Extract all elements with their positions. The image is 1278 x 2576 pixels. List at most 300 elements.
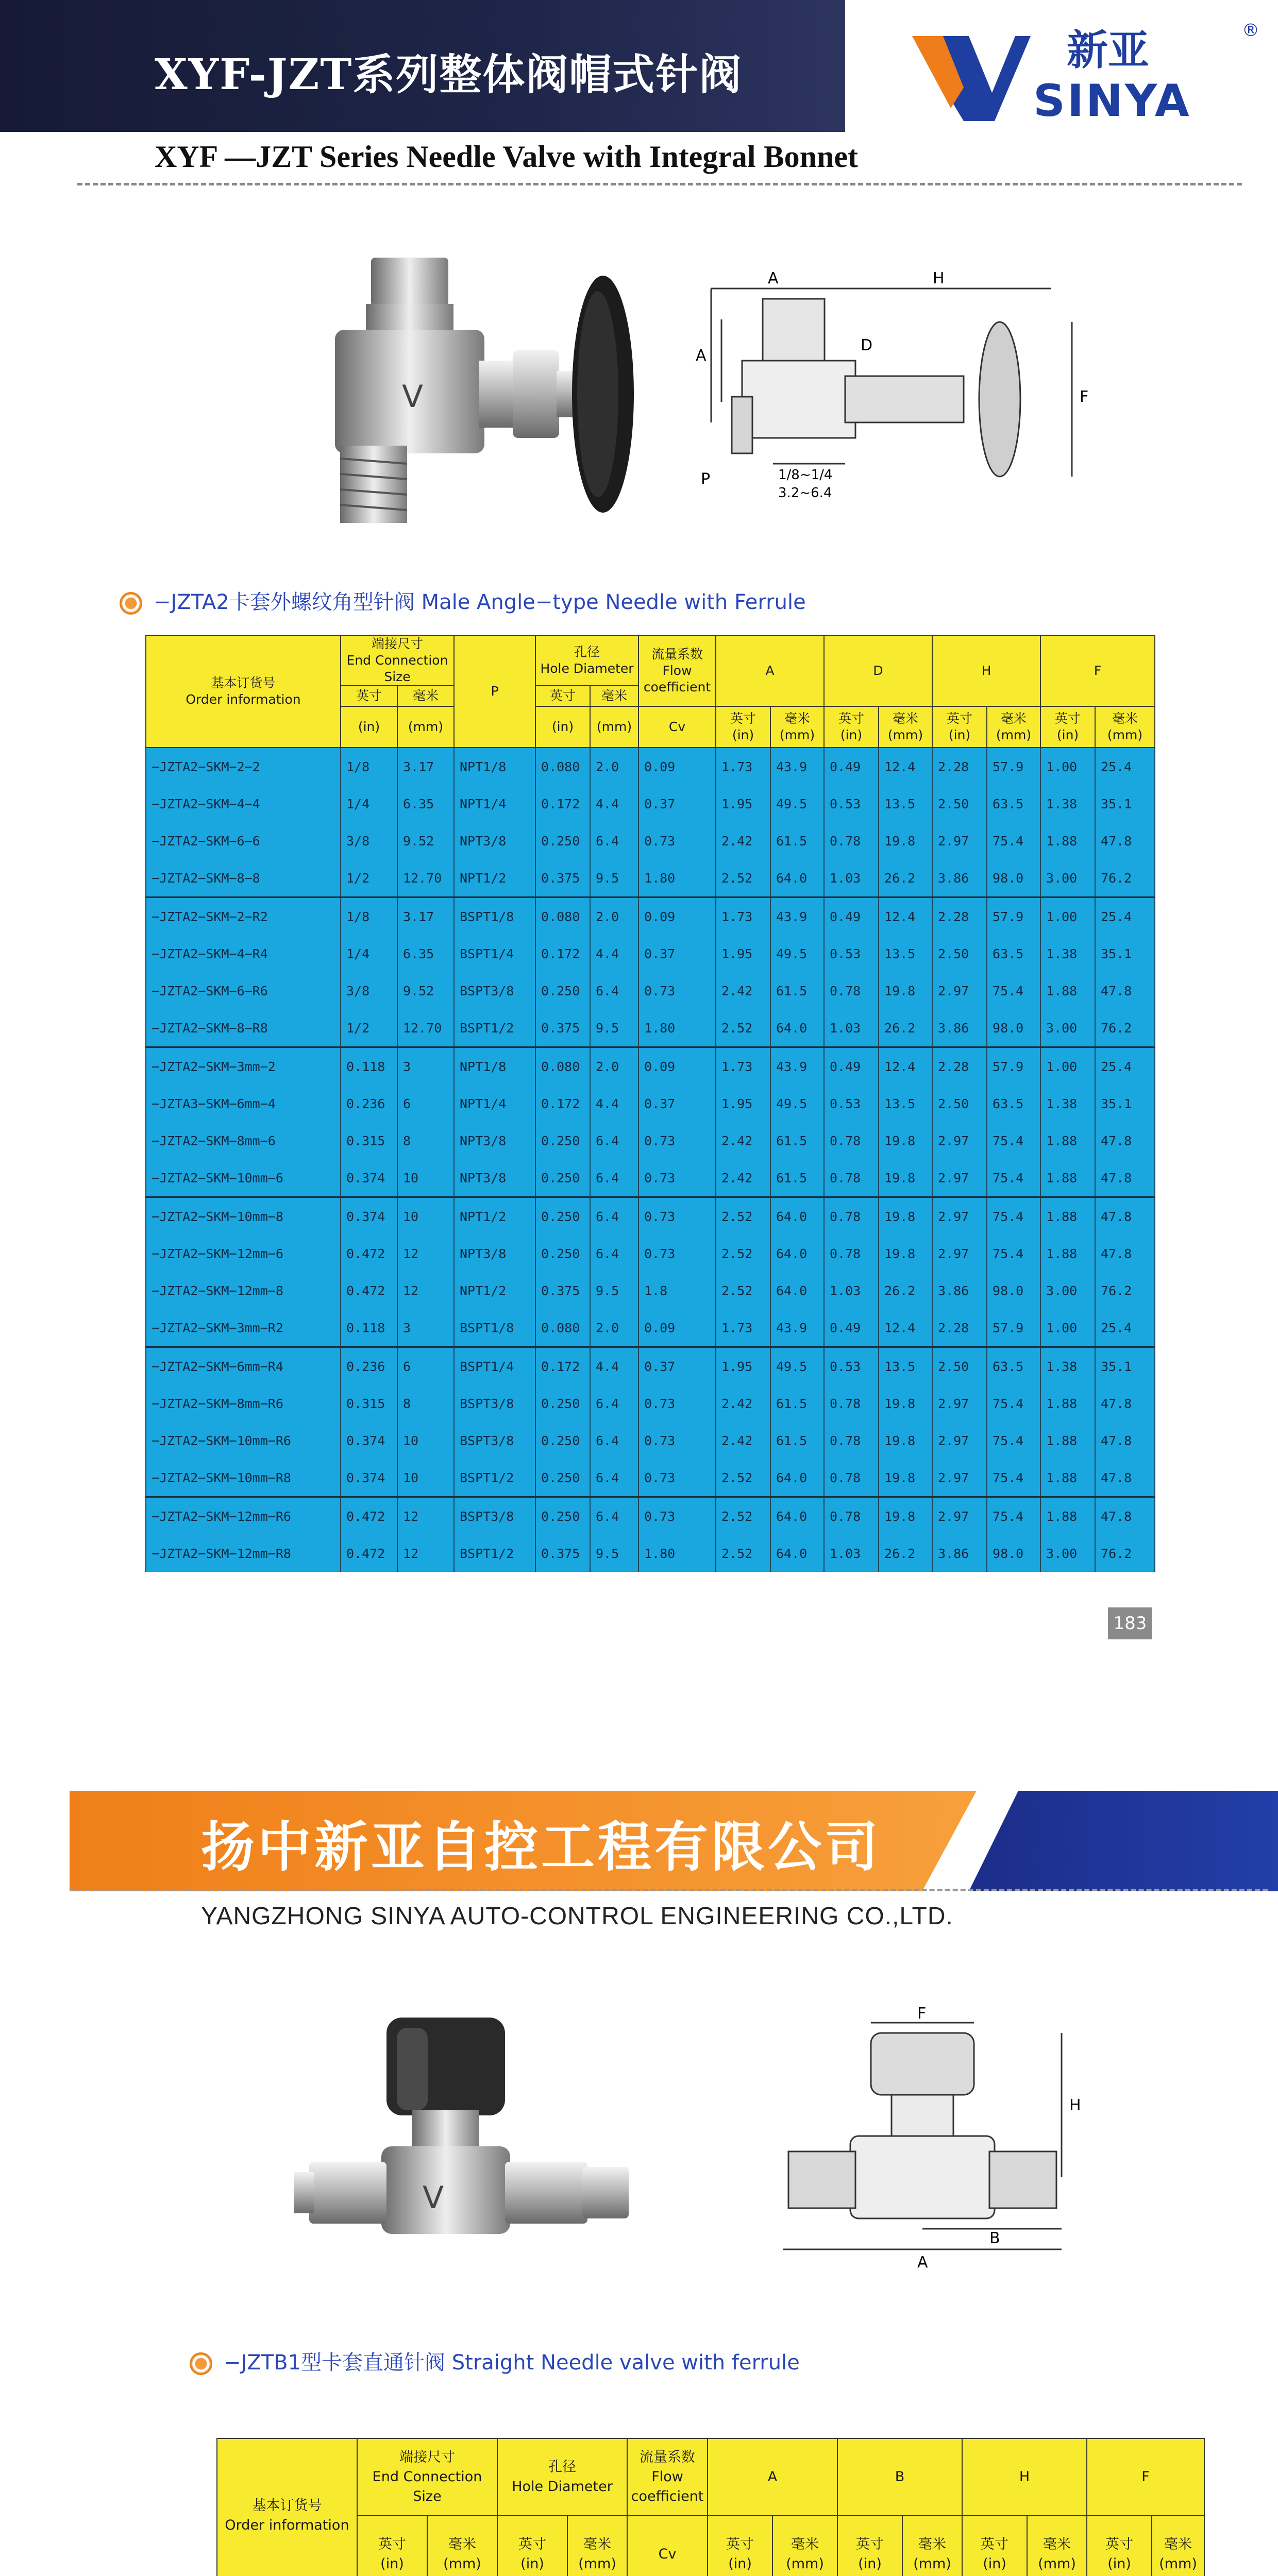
table-cell: 0.250 xyxy=(535,1235,590,1272)
table-cell: 19.8 xyxy=(879,1122,932,1159)
table-cell: 1.80 xyxy=(638,859,716,897)
table-cell: 0.472 xyxy=(341,1535,397,1572)
order-number-cell: −JZTA2−SKM−8mm−R6 xyxy=(146,1385,341,1422)
table-cell: 13.5 xyxy=(879,785,932,822)
table-cell: 10 xyxy=(397,1159,454,1197)
table-cell: 1.73 xyxy=(716,1309,770,1347)
table-cell: 2.52 xyxy=(716,1272,770,1309)
table-cell: 2.28 xyxy=(932,1047,987,1086)
table-cell: 0.73 xyxy=(638,1459,716,1497)
table-cell: 6 xyxy=(397,1085,454,1122)
table-cell: 0.250 xyxy=(535,1159,590,1197)
order-number-cell: −JZTA2−SKM−6−R6 xyxy=(146,972,341,1009)
table-cell: 25.4 xyxy=(1095,748,1155,785)
table-cell: 25.4 xyxy=(1095,897,1155,936)
table-row xyxy=(146,1009,1155,1047)
col-hole-diameter: 孔径 Hole Diameter xyxy=(535,635,638,686)
straight-valve-photo xyxy=(294,2007,685,2265)
table-cell: 0.78 xyxy=(824,1497,879,1535)
table-cell: NPT3/8 xyxy=(454,1159,535,1197)
table-cell: 47.8 xyxy=(1095,1122,1155,1159)
table-cell: 0.73 xyxy=(638,1422,716,1459)
table-cell: 64.0 xyxy=(770,859,824,897)
table-cell: 1.03 xyxy=(824,859,879,897)
table-cell: 2.0 xyxy=(590,748,638,785)
unit-inch: 英寸 xyxy=(535,686,590,706)
unit-mm: 毫米 (mm) xyxy=(770,706,824,748)
table-cell: 12.4 xyxy=(879,748,932,785)
table-cell: 0.78 xyxy=(824,1422,879,1459)
table-cell: 0.78 xyxy=(824,1459,879,1497)
table-cell: 2.52 xyxy=(716,1497,770,1535)
logo-text-en: SINYA xyxy=(1033,75,1191,127)
table-cell: 9.52 xyxy=(397,972,454,1009)
table-cell: 0.250 xyxy=(535,822,590,859)
table-cell: 1.8 xyxy=(638,1272,716,1309)
table-cell: 2.97 xyxy=(932,1159,987,1197)
table-cell: NPT1/2 xyxy=(454,1272,535,1309)
logo-text-cn: 新亚 xyxy=(1067,26,1149,74)
table-cell: 12.70 xyxy=(397,859,454,897)
section-title-jztb1: −JZTB1型卡套直通针阀 Straight Needle valve with ferrule xyxy=(190,2346,800,2376)
table-cell: 26.2 xyxy=(879,1009,932,1047)
table-row xyxy=(146,822,1155,859)
table-cell: 0.53 xyxy=(824,1347,879,1385)
table-cell: 1.88 xyxy=(1040,1422,1095,1459)
table-cell: 12.4 xyxy=(879,1047,932,1086)
table-cell: 35.1 xyxy=(1095,1085,1155,1122)
unit-in-paren: (in) xyxy=(341,706,397,748)
table-cell: 0.118 xyxy=(341,1047,397,1086)
unit-mm-paren: (mm) xyxy=(397,706,454,748)
table-cell: 0.37 xyxy=(638,1085,716,1122)
table-row xyxy=(146,1497,1155,1535)
table-cell: 1.88 xyxy=(1040,1122,1095,1159)
table-cell: 2.97 xyxy=(932,822,987,859)
table-cell: 26.2 xyxy=(879,1535,932,1572)
table-cell: 12 xyxy=(397,1535,454,1572)
unit-mm-paren: (mm) xyxy=(590,706,638,748)
col-flow-coefficient: 流量系数 Flow coefficient xyxy=(638,635,716,706)
table-cell: 0.73 xyxy=(638,1159,716,1197)
col-h: H xyxy=(962,2438,1087,2516)
order-number-cell: −JZTA2−SKM−10mm−6 xyxy=(146,1159,341,1197)
svg-text:V: V xyxy=(423,2180,444,2216)
section-bullet-icon xyxy=(120,592,142,615)
table-cell: 57.9 xyxy=(987,897,1040,936)
table-row xyxy=(146,1309,1155,1347)
unit-inch: 英寸 (in) xyxy=(962,2516,1027,2576)
table-cell: 1/4 xyxy=(341,935,397,972)
table-cell: 2.42 xyxy=(716,1122,770,1159)
unit-inch: 英寸 (in) xyxy=(824,706,879,748)
table-cell: 57.9 xyxy=(987,1309,1040,1347)
table-cell: BSPT1/4 xyxy=(454,1347,535,1385)
table-cell: 8 xyxy=(397,1385,454,1422)
table-cell: 0.250 xyxy=(535,1422,590,1459)
table-cell: 3.86 xyxy=(932,1535,987,1572)
table-cell: 76.2 xyxy=(1095,1535,1155,1572)
dim-label-d: D xyxy=(861,336,873,354)
table-cell: 61.5 xyxy=(770,1422,824,1459)
table-cell: 4.4 xyxy=(590,1085,638,1122)
table-cell: 8 xyxy=(397,1122,454,1159)
table-cell: 75.4 xyxy=(987,1235,1040,1272)
table-cell: 57.9 xyxy=(987,1047,1040,1086)
table-cell: 64.0 xyxy=(770,1009,824,1047)
table-cell: 49.5 xyxy=(770,1347,824,1385)
table-cell: 9.52 xyxy=(397,822,454,859)
dim-label-p: P xyxy=(701,470,711,488)
col-order-info: 基本订货号 Order information xyxy=(217,2438,357,2576)
table-cell: 12.4 xyxy=(879,897,932,936)
table-cell: 75.4 xyxy=(987,1497,1040,1535)
table-cell: 6.4 xyxy=(590,1159,638,1197)
table-cell: 13.5 xyxy=(879,1347,932,1385)
company-name-en: YANGZHONG SINYA AUTO-CONTROL ENGINEERING CO.,LTD. xyxy=(201,1903,953,1930)
table-cell: 43.9 xyxy=(770,1047,824,1086)
table-cell: 4.4 xyxy=(590,785,638,822)
dim-label-h: H xyxy=(1069,2096,1081,2114)
table-cell: 0.250 xyxy=(535,1497,590,1535)
unit-inch: 英寸 (in) xyxy=(932,706,987,748)
table-cell: 6.4 xyxy=(590,1385,638,1422)
table-row xyxy=(146,972,1155,1009)
table-cell: 35.1 xyxy=(1095,935,1155,972)
table-cell: BSPT1/2 xyxy=(454,1459,535,1497)
table-cell: 6.35 xyxy=(397,785,454,822)
table-cell: 10 xyxy=(397,1197,454,1235)
table-cell: 6.4 xyxy=(590,1497,638,1535)
table-row xyxy=(146,897,1155,936)
table-cell: 0.080 xyxy=(535,748,590,785)
dim-label-a: A xyxy=(917,2253,928,2272)
table-cell: 1.38 xyxy=(1040,785,1095,822)
table-cell: BSPT1/8 xyxy=(454,1309,535,1347)
dim-label-a-side: A xyxy=(696,347,707,365)
table-cell: 2.97 xyxy=(932,972,987,1009)
unit-mm: 毫米 (mm) xyxy=(1095,706,1155,748)
table-cell: 76.2 xyxy=(1095,859,1155,897)
table-cell: 1.00 xyxy=(1040,897,1095,936)
table-cell: 0.375 xyxy=(535,1535,590,1572)
table-cell: 98.0 xyxy=(987,1535,1040,1572)
order-number-cell: −JZTA2−SKM−8mm−6 xyxy=(146,1122,341,1159)
table-cell: 0.49 xyxy=(824,1047,879,1086)
table-cell: 75.4 xyxy=(987,1197,1040,1235)
straight-valve-drawing xyxy=(773,2007,1103,2275)
table-cell: 1.88 xyxy=(1040,1385,1095,1422)
jzta2-table-body xyxy=(146,748,1155,1572)
dim-label-b: B xyxy=(989,2229,1000,2247)
table-row xyxy=(146,1122,1155,1159)
table-cell: 3/8 xyxy=(341,972,397,1009)
table-cell: 26.2 xyxy=(879,1272,932,1309)
order-number-cell: −JZTA2−SKM−6−6 xyxy=(146,822,341,859)
table-cell: 61.5 xyxy=(770,822,824,859)
table-cell: 9.5 xyxy=(590,1535,638,1572)
col-end-connection: 端接尺寸 End Connection Size xyxy=(357,2438,497,2516)
table-cell: 12.70 xyxy=(397,1009,454,1047)
table-cell: NPT1/2 xyxy=(454,1197,535,1235)
angle-valve-drawing xyxy=(691,268,1092,515)
table-cell: 2.52 xyxy=(716,859,770,897)
table-cell: 0.73 xyxy=(638,972,716,1009)
table-cell: 98.0 xyxy=(987,1272,1040,1309)
jzta2-spec-table xyxy=(145,635,1155,1572)
table-cell: 0.53 xyxy=(824,785,879,822)
table-cell: 2.0 xyxy=(590,1047,638,1086)
registered-mark: ® xyxy=(1242,20,1259,41)
unit-inch: 英寸 (in) xyxy=(497,2516,567,2576)
table-cell: 0.472 xyxy=(341,1497,397,1535)
table-cell: 1/8 xyxy=(341,897,397,936)
table-row xyxy=(146,1085,1155,1122)
col-hole-diameter: 孔径 Hole Diameter xyxy=(497,2438,627,2516)
table-cell: 0.49 xyxy=(824,897,879,936)
table-cell: 6.4 xyxy=(590,972,638,1009)
table-cell: 2.97 xyxy=(932,1235,987,1272)
order-number-cell: −JZTA2−SKM−10mm−R8 xyxy=(146,1459,341,1497)
table-cell: 0.53 xyxy=(824,935,879,972)
table-cell: 64.0 xyxy=(770,1497,824,1535)
table-cell: 98.0 xyxy=(987,859,1040,897)
table-cell: 2.28 xyxy=(932,1309,987,1347)
table-cell: 75.4 xyxy=(987,1459,1040,1497)
table-cell: 10 xyxy=(397,1459,454,1497)
unit-mm: 毫米 (mm) xyxy=(987,706,1040,748)
order-number-cell: −JZTA2−SKM−8−R8 xyxy=(146,1009,341,1047)
table-cell: 2.52 xyxy=(716,1009,770,1047)
table-cell: 1.38 xyxy=(1040,1085,1095,1122)
table-cell: 6.4 xyxy=(590,1459,638,1497)
col-a: A xyxy=(708,2438,837,2516)
table-cell: 0.374 xyxy=(341,1197,397,1235)
company-name-cn: 扬中新亚自控工程有限公司 xyxy=(201,1815,882,1878)
table-row xyxy=(146,1047,1155,1086)
table-cell: 2.97 xyxy=(932,1422,987,1459)
table-cell: 10 xyxy=(397,1422,454,1459)
table-cell: 6.4 xyxy=(590,1122,638,1159)
thread-range-mm: 3.2~6.4 xyxy=(778,485,832,501)
table-cell: 0.250 xyxy=(535,1459,590,1497)
unit-mm: 毫米 (mm) xyxy=(1152,2516,1204,2576)
table-cell: 47.8 xyxy=(1095,1385,1155,1422)
table-cell: 98.0 xyxy=(987,1009,1040,1047)
table-cell: 57.9 xyxy=(987,748,1040,785)
table-cell: 63.5 xyxy=(987,785,1040,822)
table-cell: 19.8 xyxy=(879,1497,932,1535)
table-cell: 12 xyxy=(397,1497,454,1535)
table-row xyxy=(146,785,1155,822)
thread-range-inch: 1/8~1/4 xyxy=(778,467,833,483)
table-cell: 47.8 xyxy=(1095,1235,1155,1272)
table-cell: 61.5 xyxy=(770,1122,824,1159)
table-cell: 0.080 xyxy=(535,1309,590,1347)
dim-label-f: F xyxy=(1080,388,1089,406)
table-cell: 1.00 xyxy=(1040,1309,1095,1347)
table-cell: 0.080 xyxy=(535,897,590,936)
table-cell: 49.5 xyxy=(770,785,824,822)
table-cell: 3.00 xyxy=(1040,859,1095,897)
table-row xyxy=(146,1459,1155,1497)
table-cell: 1/4 xyxy=(341,785,397,822)
table-cell: 0.172 xyxy=(535,1347,590,1385)
table-cell: 19.8 xyxy=(879,1159,932,1197)
table-cell: 1.38 xyxy=(1040,935,1095,972)
order-number-cell: −JZTA3−SKM−6mm−4 xyxy=(146,1085,341,1122)
table-cell: 0.374 xyxy=(341,1159,397,1197)
table-cell: 64.0 xyxy=(770,1272,824,1309)
table-cell: 43.9 xyxy=(770,748,824,785)
jztb1-spec-table xyxy=(216,2438,1205,2576)
col-flow-coefficient: 流量系数 Flow coefficient xyxy=(627,2438,708,2516)
table-cell: 3.00 xyxy=(1040,1272,1095,1309)
table-cell: 0.53 xyxy=(824,1085,879,1122)
catalog-page-184 xyxy=(0,1719,1278,2576)
table-cell: 1.80 xyxy=(638,1535,716,1572)
table-row xyxy=(146,1422,1155,1459)
table-cell: 1.38 xyxy=(1040,1347,1095,1385)
table-row xyxy=(146,1535,1155,1572)
header-divider xyxy=(77,183,1242,185)
table-cell: 0.472 xyxy=(341,1235,397,1272)
table-cell: 2.50 xyxy=(932,1347,987,1385)
section-title-jzta2: −JZTA2卡套外螺纹角型针阀 Male Angle−type Needle with Ferrule xyxy=(120,586,806,615)
table-cell: 35.1 xyxy=(1095,1347,1155,1385)
table-cell: 0.73 xyxy=(638,1122,716,1159)
dim-label-f: F xyxy=(917,2007,927,2023)
table-cell: 2.42 xyxy=(716,1422,770,1459)
table-cell: 0.49 xyxy=(824,1309,879,1347)
table-cell: 1.03 xyxy=(824,1272,879,1309)
table-cell: NPT1/8 xyxy=(454,748,535,785)
table-cell: NPT3/8 xyxy=(454,1235,535,1272)
table-cell: 3.86 xyxy=(932,1272,987,1309)
table-cell: 64.0 xyxy=(770,1197,824,1235)
table-row xyxy=(146,1197,1155,1235)
order-number-cell: −JZTA2−SKM−4−4 xyxy=(146,785,341,822)
table-cell: 1.03 xyxy=(824,1009,879,1047)
unit-mm: 毫米 xyxy=(397,686,454,706)
table-cell: 61.5 xyxy=(770,1159,824,1197)
table-cell: 19.8 xyxy=(879,1197,932,1235)
table-row xyxy=(146,1385,1155,1422)
table-cell: 43.9 xyxy=(770,1309,824,1347)
table-cell: 19.8 xyxy=(879,1235,932,1272)
table-cell: 19.8 xyxy=(879,1422,932,1459)
table-cell: 1.95 xyxy=(716,935,770,972)
table-cell: 3 xyxy=(397,1309,454,1347)
table-cell: 1.88 xyxy=(1040,972,1095,1009)
col-b: B xyxy=(837,2438,962,2516)
table-cell: 0.375 xyxy=(535,1009,590,1047)
table-cell: 25.4 xyxy=(1095,1309,1155,1347)
col-order-info: 基本订货号 Order information xyxy=(146,635,341,748)
dim-label-h: H xyxy=(933,269,945,287)
dim-label-a: A xyxy=(768,269,779,287)
unit-mm: 毫米 (mm) xyxy=(879,706,932,748)
table-cell: 0.250 xyxy=(535,972,590,1009)
table-cell: 76.2 xyxy=(1095,1009,1155,1047)
table-cell: 1.88 xyxy=(1040,1235,1095,1272)
table-cell: 13.5 xyxy=(879,935,932,972)
table-cell: 25.4 xyxy=(1095,1047,1155,1086)
table-cell: 0.37 xyxy=(638,935,716,972)
table-cell: 2.28 xyxy=(932,897,987,936)
order-number-cell: −JZTA2−SKM−10mm−R6 xyxy=(146,1422,341,1459)
table-cell: 0.09 xyxy=(638,897,716,936)
banner-accent xyxy=(969,1791,1278,1891)
table-cell: 0.78 xyxy=(824,1122,879,1159)
order-number-cell: −JZTA2−SKM−12mm−R6 xyxy=(146,1497,341,1535)
table-cell: 3.00 xyxy=(1040,1009,1095,1047)
unit-mm: 毫米 (mm) xyxy=(427,2516,497,2576)
table-cell: 0.250 xyxy=(535,1197,590,1235)
table-cell: 75.4 xyxy=(987,822,1040,859)
table-cell: 75.4 xyxy=(987,972,1040,1009)
table-cell: 1.88 xyxy=(1040,1459,1095,1497)
table-cell: 0.37 xyxy=(638,1347,716,1385)
table-cell: 1.88 xyxy=(1040,1197,1095,1235)
table-cell: BSPT1/2 xyxy=(454,1009,535,1047)
table-cell: 2.52 xyxy=(716,1535,770,1572)
order-number-cell: −JZTA2−SKM−10mm−8 xyxy=(146,1197,341,1235)
table-cell: 13.5 xyxy=(879,1085,932,1122)
col-a: A xyxy=(716,635,824,706)
table-cell: 2.42 xyxy=(716,972,770,1009)
table-cell: 1.88 xyxy=(1040,1497,1095,1535)
table-cell: 26.2 xyxy=(879,859,932,897)
unit-mm: 毫米 (mm) xyxy=(1027,2516,1087,2576)
table-cell: 1.95 xyxy=(716,1085,770,1122)
table-cell: 35.1 xyxy=(1095,785,1155,822)
table-cell: BSPT3/8 xyxy=(454,972,535,1009)
table-cell: 75.4 xyxy=(987,1122,1040,1159)
table-cell: 1.73 xyxy=(716,748,770,785)
table-cell: 2.0 xyxy=(590,1309,638,1347)
table-cell: 12 xyxy=(397,1272,454,1309)
table-cell: 0.78 xyxy=(824,1385,879,1422)
table-cell: 3.86 xyxy=(932,1009,987,1047)
col-end-connection: 端接尺寸 End Connection Size xyxy=(341,635,454,686)
table-row xyxy=(146,1347,1155,1385)
table-cell: 0.78 xyxy=(824,1235,879,1272)
table-cell: 6 xyxy=(397,1347,454,1385)
table-cell: 0.09 xyxy=(638,1047,716,1086)
table-cell: 47.8 xyxy=(1095,1197,1155,1235)
unit-mm: 毫米 (mm) xyxy=(902,2516,962,2576)
table-cell: 3/8 xyxy=(341,822,397,859)
table-cell: 76.2 xyxy=(1095,1272,1155,1309)
table-cell: NPT3/8 xyxy=(454,1122,535,1159)
table-cell: 1.95 xyxy=(716,1347,770,1385)
table-cell: BSPT3/8 xyxy=(454,1385,535,1422)
table-cell: 6.4 xyxy=(590,1235,638,1272)
table-cell: 0.315 xyxy=(341,1122,397,1159)
table-cell: 1/8 xyxy=(341,748,397,785)
table-cell: 64.0 xyxy=(770,1459,824,1497)
table-cell: 2.50 xyxy=(932,1085,987,1122)
table-cell: 0.080 xyxy=(535,1047,590,1086)
table-row xyxy=(146,1235,1155,1272)
table-cell: 0.09 xyxy=(638,748,716,785)
table-cell: 6.4 xyxy=(590,1197,638,1235)
table-cell: 3.00 xyxy=(1040,1535,1095,1572)
table-cell: 0.73 xyxy=(638,1235,716,1272)
unit-inch: 英寸 (in) xyxy=(837,2516,902,2576)
table-cell: 0.374 xyxy=(341,1459,397,1497)
